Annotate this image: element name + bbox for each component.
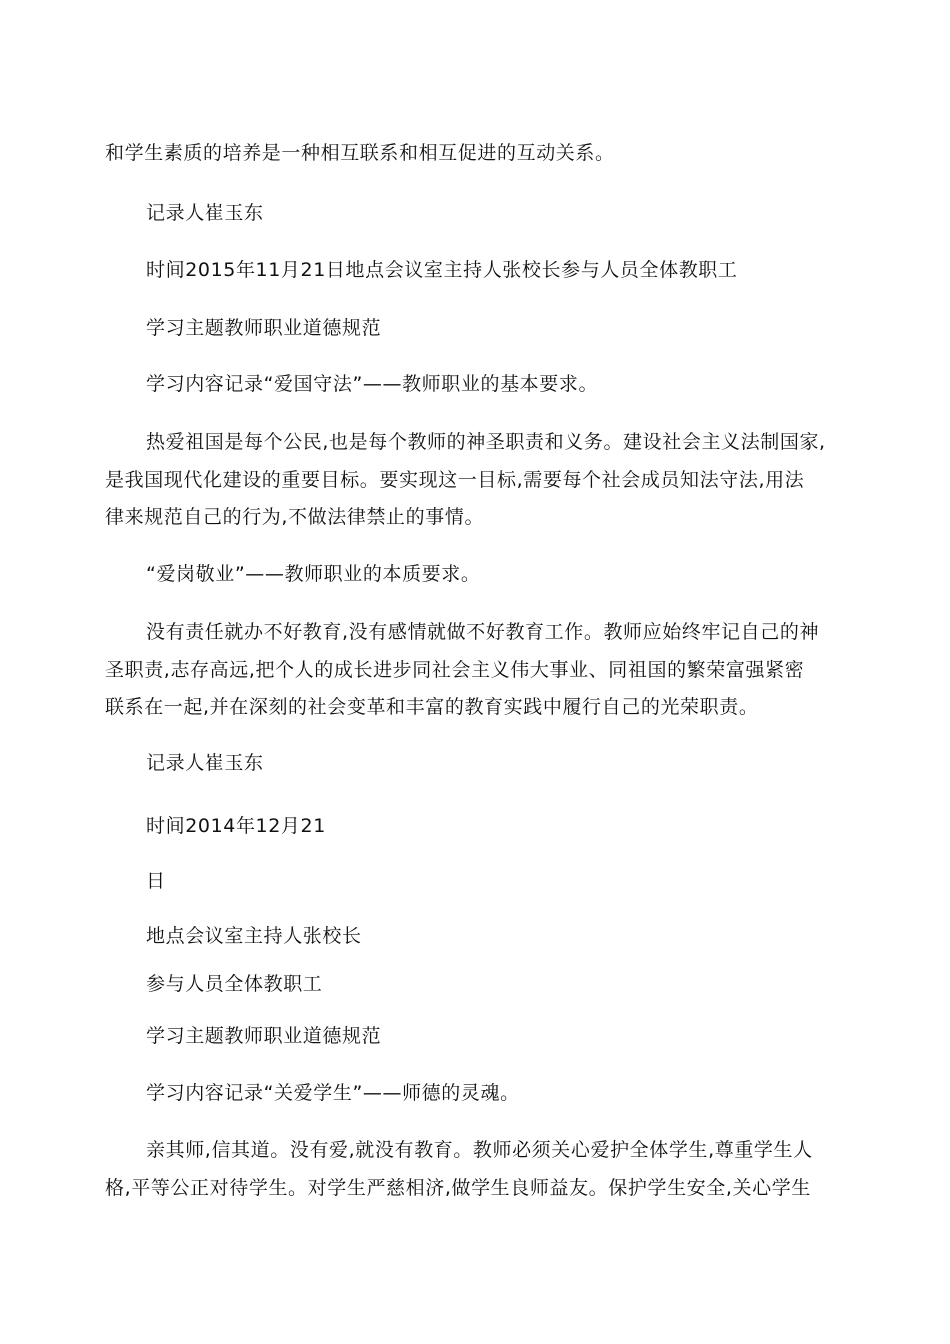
- text-line: 和学生素质的培养是一种相互联系和相互促进的互动关系。: [105, 142, 615, 164]
- study-topic-line: 学习主题教师职业道德规范: [146, 317, 382, 339]
- meeting-time-day-line: 日: [146, 870, 166, 892]
- text-line: 律来规范自己的行为,不做法律禁止的事情。: [105, 506, 485, 528]
- meeting-location-line: 地点会议室主持人张校长: [146, 925, 362, 947]
- text-line: 热爱祖国是每个公民,也是每个教师的神圣职责和义务。建设社会主义法制国家,: [146, 431, 826, 453]
- recorder-line: 记录人崔玉东: [146, 752, 264, 774]
- participants-line: 参与人员全体教职工: [146, 973, 323, 995]
- study-content-line: 学习内容记录“爱国守法”——教师职业的基本要求。: [146, 373, 599, 395]
- text-line: 联系在一起,并在深刻的社会变革和丰富的教育实践中履行自己的光荣职责。: [105, 696, 759, 718]
- text-line: 是我国现代化建设的重要目标。要实现这一目标,需要每个社会成员知法守法,用法: [105, 469, 805, 491]
- meeting-info-line: 时间2015年11月21日地点会议室主持人张校长参与人员全体教职工: [146, 259, 738, 281]
- text-line: 格,平等公正对待学生。对学生严慈相济,做学生良师益友。保护学生安全,关心学生: [105, 1177, 811, 1199]
- recorder-line: 记录人崔玉东: [146, 202, 264, 224]
- text-line: 亲其师,信其道。没有爱,就没有教育。教师必须关心爱护全体学生,尊重学生人: [146, 1139, 813, 1161]
- text-line: 圣职责,志存高远,把个人的成长进步同社会主义伟大事业、同祖国的繁荣富强紧密: [105, 659, 805, 681]
- meeting-time-line: 时间2014年12月21: [146, 815, 326, 837]
- study-content-line: 学习内容记录“关爱学生”——师德的灵魂。: [146, 1082, 520, 1104]
- study-topic-line: 学习主题教师职业道德规范: [146, 1025, 382, 1047]
- text-line: 没有责任就办不好教育,没有感情就做不好教育工作。教师应始终牢记自己的神: [146, 621, 820, 643]
- section-heading-line: “爱岗敬业”——教师职业的本质要求。: [146, 563, 481, 585]
